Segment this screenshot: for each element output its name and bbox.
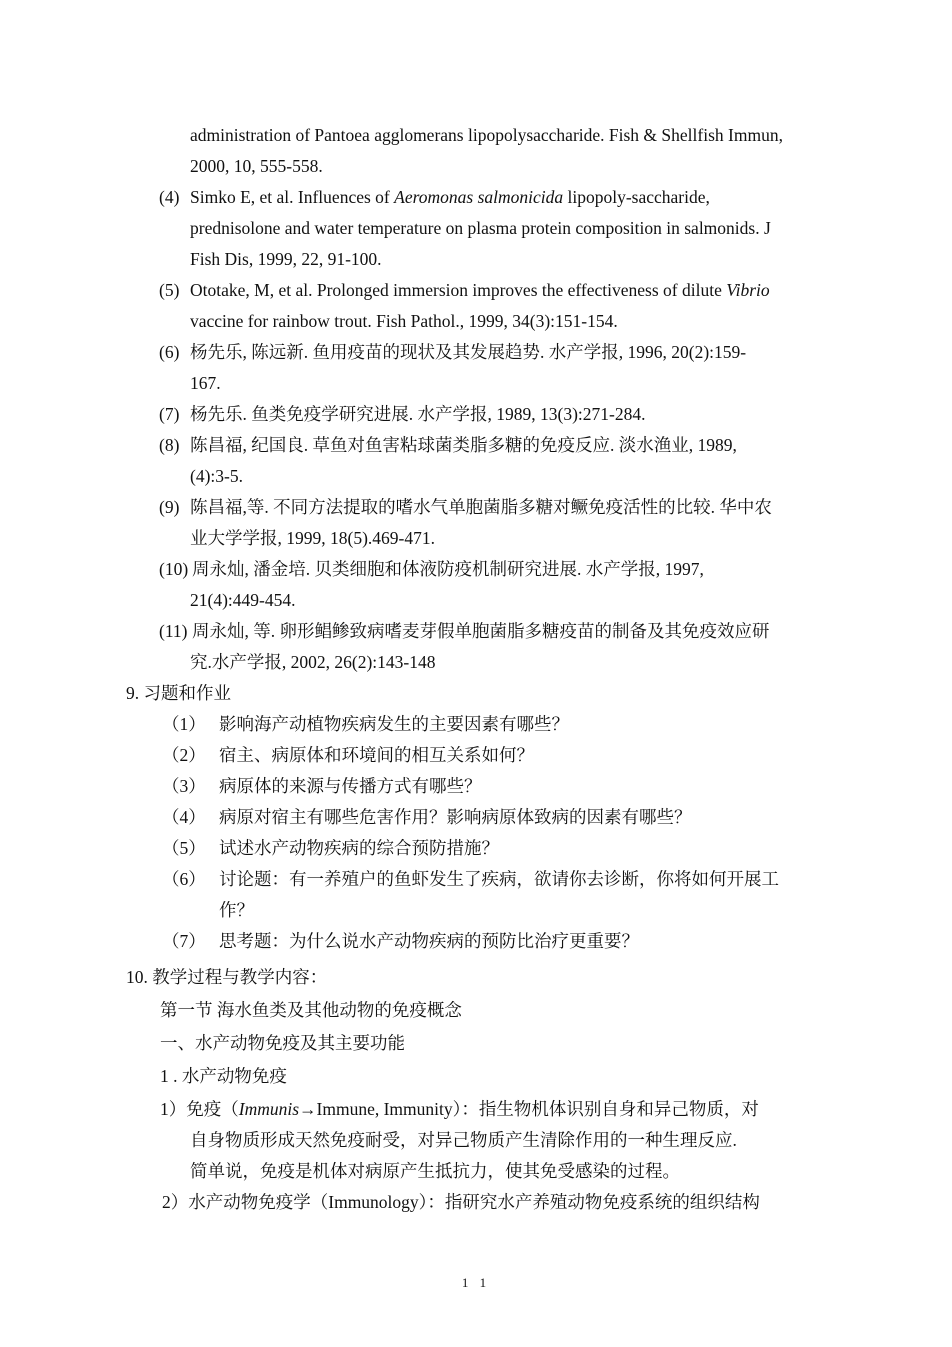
ref11-number: (11) — [159, 621, 188, 641]
question-5-number: （5） — [162, 838, 206, 858]
question-4-number: （4） — [162, 807, 206, 827]
ref9-line2: 业大学学报, 1999, 18(5).469-471. — [190, 528, 435, 548]
question-3-text: 病原体的来源与传播方式有哪些？ — [219, 776, 482, 796]
chapter-title: 第一节 海水鱼类及其他动物的免疫概念 — [160, 1000, 462, 1020]
ref4-line1-pre: Simko E, et al. Influences of — [190, 187, 395, 207]
definition-immunity-pre: 1）免疫（ — [160, 1099, 239, 1119]
question-5-text: 试述水产动物疾病的综合预防措施？ — [219, 838, 499, 858]
ref5-line2: vaccine for rainbow trout. Fish Pathol., 1999, 34(3):151-154. — [190, 311, 618, 331]
question-7-text: 思考题：为什么说水产动物疾病的预防比治疗更重要？ — [219, 931, 639, 951]
ref11-line1: 周永灿, 等. 卵形鲳鲹致病嗜麦芽假单胞菌脂多糖疫苗的制备及其免疫效应研 — [192, 621, 770, 641]
question-1-number: （1） — [162, 714, 206, 734]
definition-immunology: 2）水产动物免疫学（Immunology）：指研究水产养殖动物免疫系统的组织结构 — [162, 1192, 760, 1212]
ref5-number: (5) — [159, 280, 180, 300]
ref8-line1: 陈昌福, 纪国良. 草鱼对鱼害粘球菌类脂多糖的免疫反应. 淡水渔业, 1989, — [190, 435, 737, 455]
question-3-number: （3） — [162, 776, 206, 796]
section10-heading: 10. 教学过程与教学内容： — [126, 967, 328, 987]
question-4-text: 病原对宿主有哪些危害作用？影响病原体致病的因素有哪些？ — [219, 807, 692, 827]
ref3-line1: administration of Pantoea agglomerans lipopolysaccharide. Fish & Shellfish Immun, — [190, 125, 783, 145]
part-heading: 一、水产动物免疫及其主要功能 — [160, 1033, 405, 1053]
ref6-number: (6) — [159, 342, 180, 362]
ref6-line1: 杨先乐, 陈远新. 鱼用疫苗的现状及其发展趋势. 水产学报, 1996, 20(2):159- — [190, 342, 747, 362]
ref7-number: (7) — [159, 404, 180, 424]
ref11-line2: 究.水产学报, 2002, 26(2):143-148 — [190, 652, 436, 672]
ref3-line2: 2000, 10, 555-558. — [190, 156, 323, 176]
definition-immunity-post: Immune, Immunity）：指生物机体识别自身和异己物质，对 — [316, 1099, 759, 1119]
page-number: 1 1 — [461, 1275, 491, 1290]
question-2-text: 宿主、病原体和环境间的相互关系如何？ — [219, 745, 534, 765]
question-6-text: 讨论题：有一养殖户的鱼虾发生了疾病，欲请你去诊断，你将如何开展工 — [219, 869, 779, 889]
ref10-line1: 周永灿, 潘金培. 贝类细胞和体液防疫机制研究进展. 水产学报, 1997, — [192, 559, 704, 579]
section9-heading: 9. 习题和作业 — [126, 683, 231, 703]
question-6-text-continued: 作？ — [219, 900, 254, 920]
arrow-glyph: → — [299, 1099, 317, 1119]
question-7-number: （7） — [162, 931, 206, 951]
ref5-line1 — [190, 279, 770, 301]
ref8-line2: (4):3-5. — [190, 466, 243, 486]
definition-immunity — [160, 1098, 759, 1120]
ref9-line1: 陈昌福,等. 不同方法提取的嗜水气单胞菌脂多糖对鳜免疫活性的比较. 华中农 — [190, 497, 772, 517]
ref4-line1 — [190, 186, 710, 208]
question-2-number: （2） — [162, 745, 206, 765]
ref8-number: (8) — [159, 435, 180, 455]
ref10-number: (10) — [159, 559, 189, 579]
ref4-line1-post: lipopoly-saccharide, — [563, 187, 710, 207]
ref5-line1-species: Vibrio — [726, 280, 770, 300]
ref4-line1-species: Aeromonas salmonicida — [394, 187, 564, 207]
ref4-line3: Fish Dis, 1999, 22, 91-100. — [190, 249, 382, 269]
ref4-number: (4) — [159, 187, 180, 207]
ref9-number: (9) — [159, 497, 180, 517]
ref4-line2: prednisolone and water temperature on plasma protein composition in salmonids. J — [190, 218, 771, 238]
sub-heading: 1 . 水产动物免疫 — [160, 1066, 287, 1086]
question-1-text: 影响海产动植物疾病发生的主要因素有哪些？ — [219, 714, 569, 734]
ref6-line2: 167. — [190, 373, 221, 393]
definition-immunity-line3: 简单说，免疫是机体对病原产生抵抗力，使其免受感染的过程。 — [190, 1161, 680, 1181]
ref5-line1-pre: Ototake, M, et al. Prolonged immersion improves the effectiveness of dilute — [190, 280, 727, 300]
definition-immunity-latin: Immunis — [238, 1099, 300, 1119]
ref7-line1: 杨先乐. 鱼类免疫学研究进展. 水产学报, 1989, 13(3):271-284. — [190, 404, 646, 424]
definition-immunity-line2: 自身物质形成天然免疫耐受，对异己物质产生清除作用的一种生理反应. — [190, 1130, 737, 1150]
ref10-line2: 21(4):449-454. — [190, 590, 296, 610]
question-6-number: （6） — [162, 869, 206, 889]
